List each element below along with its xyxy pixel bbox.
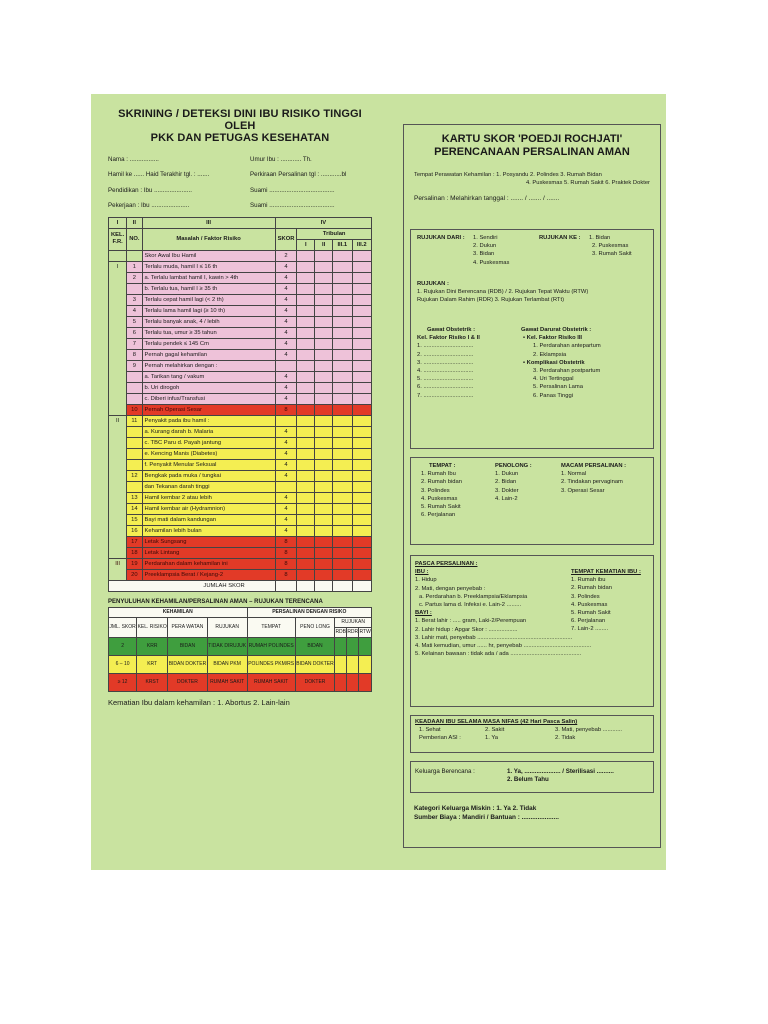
tribulan-cell[interactable]: [333, 426, 352, 437]
risk-no: 14: [127, 503, 142, 514]
tribulan-cell[interactable]: [297, 305, 315, 316]
risk-row: [109, 569, 372, 580]
tribulan-cell[interactable]: [352, 294, 372, 305]
risk-score: 8: [275, 536, 297, 547]
tribulan-cell[interactable]: [352, 525, 372, 536]
risk-factor: Letak Sungsang: [142, 536, 275, 547]
tribulan-cell[interactable]: [315, 371, 333, 382]
risk-no: [127, 283, 142, 294]
postnatal-box: KEADAAN IBU SELAMA MASA NIFAS (42 Hari Pasca Salin) 1. Sehat 2. Sakit 3. Mati, penyebab ............ Pemberian ASI : 1. Ya 2. Tidak: [410, 715, 654, 753]
tribulan-cell[interactable]: [333, 437, 352, 448]
delivery-place: TEMPAT : 1. Rumah Ibu 2. Rumah bidan 3. Polindes 4. Puskesmas 5. Rumah Sakit 6. Perjalanan: [421, 463, 462, 519]
tribulan-cell[interactable]: [352, 371, 372, 382]
care-place-line: Tempat Perawatan Kehamilan : 1. Posyandu 2. Polindes 3. Rumah Bidan: [414, 172, 602, 178]
tribulan-cell[interactable]: [315, 437, 333, 448]
risk-row: [109, 415, 372, 426]
birth-attendant: PENOLONG : 1. Dukun 2. Bidan 3. Dokter 4. Lain-2: [495, 463, 532, 502]
tribulan-cell[interactable]: [333, 481, 352, 492]
risk-factor: b. Terlalu tua, hamil I ≥ 35 th: [142, 283, 275, 294]
risk-row: [109, 382, 372, 393]
tribulan-cell[interactable]: [315, 569, 333, 580]
tribulan-cell[interactable]: [297, 294, 315, 305]
risk-no: [127, 382, 142, 393]
screening-side: [108, 108, 372, 707]
tribulan-cell[interactable]: [297, 404, 315, 415]
tribulan-cell[interactable]: [352, 316, 372, 327]
tribulan-cell[interactable]: [315, 547, 333, 558]
tribulan-cell[interactable]: [333, 547, 352, 558]
delivery-type: MACAM PERSALINAN : 1. Normal 2. Tindakan pervaginam 3. Operasi Sesar: [561, 463, 627, 494]
tribulan-cell[interactable]: [333, 349, 352, 360]
tribulan-cell[interactable]: [333, 558, 352, 569]
tribulan-cell[interactable]: [297, 459, 315, 470]
risk-factor: Pernah Operasi Sesar: [142, 404, 275, 415]
risk-no: 9: [127, 360, 142, 371]
tribulan-cell[interactable]: [352, 338, 372, 349]
risk-row: [109, 558, 372, 569]
age-field[interactable]: Umur Ibu : ............ Th.: [250, 156, 312, 163]
risk-row: [109, 283, 372, 294]
tribulan-cell[interactable]: [297, 393, 315, 404]
planning-side: [403, 124, 661, 848]
tribulan-cell[interactable]: [333, 283, 352, 294]
risk-score: 4: [275, 426, 297, 437]
tribulan-cell[interactable]: [315, 382, 333, 393]
tribulan-cell[interactable]: [315, 503, 333, 514]
risk-score: 8: [275, 547, 297, 558]
risk-no: 3: [127, 294, 142, 305]
risk-factor: Perdarahan dalam kehamilan ini: [142, 558, 275, 569]
risk-factor: Hamil kembar 2 atau lebih: [142, 492, 275, 503]
risk-factor: Terlalu cepat hamil lagi (< 2 th): [142, 294, 275, 305]
family-planning-box: Keluarga Berencana : 1. Ya, ..................... / Sterilisasi .......... 2. Belum Tahu: [410, 761, 654, 793]
rujukan-ke-list: 1. Bidan 2. Puskesmas 3. Rumah Sakit: [589, 235, 632, 258]
tribulan-cell[interactable]: [352, 283, 372, 294]
risk-no: 19: [127, 558, 142, 569]
risk-score: 4: [275, 393, 297, 404]
education-field[interactable]: Pendidikan : Ibu ......................: [108, 186, 192, 194]
risk-score: [275, 415, 297, 426]
risk-no: 20: [127, 569, 142, 580]
tribulan-cell[interactable]: [315, 448, 333, 459]
tribulan-cell[interactable]: [315, 327, 333, 338]
husband-occupation-field[interactable]: Suami ......................................: [250, 202, 335, 210]
risk-no: [127, 448, 142, 459]
risk-score: 4: [275, 283, 297, 294]
risk-no: 18: [127, 547, 142, 558]
tribulan-cell[interactable]: [333, 272, 352, 283]
risk-no: 4: [127, 305, 142, 316]
gawat-obstetrik: Gawat Obstetrik : Kel. Faktor Risiko I & II 1. ............................... 2. ............................... 3. ............................... 4. ............................... 5. ............................... 6. ............................... 7. ...............................: [417, 327, 480, 399]
risk-group-label: I: [109, 261, 127, 415]
tribulan-cell[interactable]: [315, 360, 333, 371]
risk-row: [109, 536, 372, 547]
tribulan-cell[interactable]: [297, 547, 315, 558]
tribulan-cell[interactable]: [333, 338, 352, 349]
risk-factor: Terlalu muda, hamil I ≤ 16 th: [142, 261, 275, 272]
risk-score: 4: [275, 525, 297, 536]
tribulan-cell[interactable]: [297, 338, 315, 349]
tribulan-cell[interactable]: [297, 272, 315, 283]
tribulan-cell[interactable]: [352, 514, 372, 525]
tribulan-cell[interactable]: [352, 404, 372, 415]
tribulan-cell[interactable]: [333, 305, 352, 316]
tribulan-cell[interactable]: [297, 470, 315, 481]
tribulan-cell[interactable]: [297, 371, 315, 382]
risk-row: [109, 371, 372, 382]
tribulan-cell[interactable]: [315, 426, 333, 437]
tribulan-cell[interactable]: [352, 558, 372, 569]
risk-row: [109, 316, 372, 327]
risk-row: [109, 459, 372, 470]
tribulan-cell[interactable]: [315, 536, 333, 547]
tribulan-cell[interactable]: [297, 349, 315, 360]
tribulan-cell[interactable]: [315, 404, 333, 415]
tribulan-cell[interactable]: [315, 349, 333, 360]
risk-factor-table: I II III IV KEL. F.R. NO. Masalah / Faktor Risiko SKOR Tribulan I II III.1 III.2 Skor Awal Ibu Hamil 2 I 1 Terlalu muda, hamil I ≤ 16 th 4 2 a. Terlalu lambat hamil I, kawin > 4th 4 b. Terlalu tua, hamil I ≥ 35 th 4 3 Terlalu cepat hamil lagi (< 2 th) 4 4 Terlalu lama hamil lagi (≥ 10 th) 4 5 Terlalu banyak anak, 4 / lebih 4 6 Terlalu tua, umur ≥ 35 tahun 4 7 Terlalu pendek ≤ 145 Cm 4 8 Pernah gagal kehamilan 4 9 Pernah melahirkan dengan : a. Tarikan tang / vakum 4 b. Uri dirogoh 4 c. Diberi infus/Transfusi 4 10 Pernah Operasi Sesar 8 II 11 Penyakit pada ibu hamil : a. Kurang darah b. Malaria 4 c. TBC Paru d. Payah jantung 4 e. Kencing Manis (Diabetes) 4 f. Penyakit Menular Seksual 4 12 Bengkak pada muka / tungkai 4 dan Tekanan darah tinggi 13 Hamil kembar 2 atau lebih 4 14 Hamil kembar air (Hydramnion) 4 15 Bayi mati dalam kandungan 4 16 Kehamilan lebih bulan 4 17 Letak Sungsang 8 18 Letak Lintang 8 III 19 Perdarahan dalam kehamilan ini 8 20 Preeklampsia Berat / Kejang-2 8 JUMLAH SKOR: [108, 217, 372, 592]
risk-score: 8: [275, 404, 297, 415]
tribulan-cell[interactable]: [333, 327, 352, 338]
tribulan-cell[interactable]: [352, 470, 372, 481]
risk-score: 4: [275, 294, 297, 305]
tribulan-cell[interactable]: [333, 569, 352, 580]
risk-score: 4: [275, 338, 297, 349]
tribulan-cell[interactable]: [297, 382, 315, 393]
risk-no: [127, 393, 142, 404]
risk-score: 4: [275, 459, 297, 470]
risk-no: 17: [127, 536, 142, 547]
care-place-line-2: 4. Puskesmas 5. Rumah Sakit 6. Praktek Dokter: [525, 180, 650, 186]
risk-score: 4: [275, 492, 297, 503]
risk-score: 4: [275, 503, 297, 514]
risk-score: 4: [275, 448, 297, 459]
tribulan-cell[interactable]: [352, 459, 372, 470]
tribulan-cell[interactable]: [333, 294, 352, 305]
risk-row: [109, 514, 372, 525]
tribulan-cell[interactable]: [333, 360, 352, 371]
tribulan-cell[interactable]: [315, 272, 333, 283]
tribulan-cell[interactable]: [333, 503, 352, 514]
tribulan-cell[interactable]: [352, 305, 372, 316]
risk-group-label: II: [109, 415, 127, 558]
gawat-darurat: Gawat Darurat Obstetrik : • Kel. Faktor Risiko III 1. Perdarahan antepartum 2. Eklampsia • Komplikasi Obstetrik 3. Perdarahan postpartum 4. Uri Tertinggal 5. Persalinan Lama 6. Panas Tinggi: [521, 327, 601, 399]
tribulan-cell[interactable]: [333, 371, 352, 382]
tribulan-cell[interactable]: [352, 437, 372, 448]
risk-row: [109, 349, 372, 360]
risk-score: [275, 481, 297, 492]
risk-no: [127, 426, 142, 437]
tribulan-cell[interactable]: [297, 360, 315, 371]
risk-factor: e. Kencing Manis (Diabetes): [142, 448, 275, 459]
tribulan-cell[interactable]: [315, 393, 333, 404]
tribulan-cell[interactable]: [315, 558, 333, 569]
tribulan-cell[interactable]: [297, 448, 315, 459]
tribulan-cell[interactable]: [352, 492, 372, 503]
risk-score: 4: [275, 327, 297, 338]
risk-row: [109, 525, 372, 536]
tribulan-cell[interactable]: [297, 327, 315, 338]
risk-factor: c. Diberi infus/Transfusi: [142, 393, 275, 404]
risk-score: 4: [275, 437, 297, 448]
risk-no: [127, 437, 142, 448]
pregnancy-field[interactable]: Hamil ke ...... Haid Terakhir tgl. : .......: [108, 171, 210, 179]
tribulan-cell[interactable]: [333, 382, 352, 393]
tribulan-cell[interactable]: [315, 415, 333, 426]
tribulan-cell[interactable]: [352, 393, 372, 404]
tribulan-cell[interactable]: [297, 415, 315, 426]
risk-no: 2: [127, 272, 142, 283]
tribulan-cell[interactable]: [352, 327, 372, 338]
risk-row: [109, 426, 372, 437]
postpartum-box: [410, 555, 654, 707]
risk-factor: a. Kurang darah b. Malaria: [142, 426, 275, 437]
tribulan-cell[interactable]: [352, 569, 372, 580]
risk-no: 15: [127, 514, 142, 525]
death-place: TEMPAT KEMATIAN IBU : 1. Rumah ibu 2. Rumah bidan 3. Polindes 4. Puskesmas 5. Rumah Sakit 6. Perjalanan 7. Lain-2 ........: [571, 569, 641, 633]
tribulan-cell[interactable]: [315, 492, 333, 503]
rujukan-box: RUJUKAN DARI : 1. Sendiri 2. Dukun 3. Bidan 4. Puskesmas RUJUKAN KE : 1. Bidan 2. Puskesmas 3. Rumah Sakit RUJUKAN : 1. Rujukan Dini Berencana (RDB) / 2. Rujukan Tepat Waktu (RTW) Rujukan Dalam Rahim (RDR) 3. Rujukan Terlambat (RTt) Gawat Obstetrik : Kel. Faktor Risiko I & II 1. ............................... 2. ............................... 3. ............................... 4. ............................... 5. ............................... 6. ............................... 7. ............................... Gawat Darurat Obstetrik : • Kel. Faktor Risiko III 1. Perdarahan antepartum 2. Eklampsia • Komplikasi Obstetrik 3. Perdarahan postpartum 4. Uri Tertinggal 5. Persalinan Lama 6. Panas Tinggi: [410, 229, 654, 449]
risk-no: [127, 371, 142, 382]
tribulan-cell[interactable]: [315, 294, 333, 305]
maternal-death-line: Kematian Ibu dalam kehamilan : 1. Abortus 2. Lain-lain: [108, 697, 290, 707]
tribulan-cell[interactable]: [315, 305, 333, 316]
risk-factor: Terlalu lama hamil lagi (≥ 10 th): [142, 305, 275, 316]
tribulan-cell[interactable]: [333, 459, 352, 470]
tribulan-cell[interactable]: [297, 558, 315, 569]
risk-row: [109, 492, 372, 503]
risk-score: 4: [275, 305, 297, 316]
delivery-box: [410, 457, 654, 545]
risk-factor: Terlalu pendek ≤ 145 Cm: [142, 338, 275, 349]
poor-family-line: Kategori Keluarga Miskin : 1. Ya 2. Tidak: [414, 805, 537, 812]
risk-row: [109, 294, 372, 305]
tribulan-cell[interactable]: [297, 536, 315, 547]
risk-factor: Pernah gagal kehamilan: [142, 349, 275, 360]
tribulan-cell[interactable]: [297, 261, 315, 272]
tribulan-cell[interactable]: [297, 426, 315, 437]
risk-no: 7: [127, 338, 142, 349]
tribulan-cell[interactable]: [352, 272, 372, 283]
risk-no: 8: [127, 349, 142, 360]
screening-title: SKRINING / DETEKSI DINI IBU RISIKO TINGGI OLEH PKK DAN PETUGAS KESEHATAN: [118, 108, 362, 144]
risk-row: [109, 481, 372, 492]
rujukan-dari-list: 1. Sendiri 2. Dukun 3. Bidan 4. Puskesmas: [473, 235, 510, 266]
risk-factor: Hamil kembar air (Hydramnion): [142, 503, 275, 514]
risk-no: 12: [127, 470, 142, 481]
tribulan-cell[interactable]: [333, 536, 352, 547]
risk-row: [109, 437, 372, 448]
risk-factor: Kehamilan lebih bulan: [142, 525, 275, 536]
risk-no: 11: [127, 415, 142, 426]
risk-row: [109, 338, 372, 349]
risk-no: 1: [127, 261, 142, 272]
planning-title: KARTU SKOR 'POEDJI ROCHJATI' PERENCANAAN PERSALINAN AMAN: [434, 133, 630, 158]
risk-factor: Terlalu banyak anak, 4 / lebih: [142, 316, 275, 327]
postpartum-mother: PASCA PERSALINAN : IBU : 1. Hidup 2. Mati, dengan penyebab : a. Perdarahan b. Preeklampsia/Eklampsia c. Partus lama d. Infeksi e. Lain-2 ......... BAYI : 1. Berat lahir : ..... gram, Laki-2/Perempuan 2. Lahir hidup : Apgar Skor : .................. 3. Lahir mati, penyebab ........................................................... 4. Mati kemudian, umur ...... hr, penyebab .......................................... 5. Kelainan bawaan : tidak ada / ada ............................................: [415, 561, 592, 658]
tribulan-cell[interactable]: [297, 569, 315, 580]
risk-factor: Pernah melahirkan dengan :: [142, 360, 275, 371]
tribulan-cell[interactable]: [315, 283, 333, 294]
risk-score: 4: [275, 349, 297, 360]
tribulan-cell[interactable]: [352, 426, 372, 437]
tribulan-cell[interactable]: [333, 415, 352, 426]
risk-row: [109, 503, 372, 514]
risk-row: [109, 327, 372, 338]
risk-factor: Bengkak pada muka / tungkai: [142, 470, 275, 481]
risk-no: 10: [127, 404, 142, 415]
risk-score: 4: [275, 261, 297, 272]
tribulan-cell[interactable]: [352, 536, 372, 547]
tribulan-cell[interactable]: [297, 514, 315, 525]
tribulan-cell[interactable]: [315, 316, 333, 327]
risk-factor: b. Uri dirogoh: [142, 382, 275, 393]
risk-factor: Penyakit pada ibu hamil :: [142, 415, 275, 426]
risk-score: 4: [275, 272, 297, 283]
name-field[interactable]: Nama : .................: [108, 156, 159, 163]
risk-no: 5: [127, 316, 142, 327]
rujukan-type: RUJUKAN : 1. Rujukan Dini Berencana (RDB) / 2. Rujukan Tepat Waktu (RTW) Rujukan Dalam Rahim (RDR) 3. Rujukan Terlambat (RTt): [417, 281, 589, 304]
tribulan-cell[interactable]: [333, 316, 352, 327]
risk-row: [109, 272, 372, 283]
risk-score: 4: [275, 316, 297, 327]
risk-row: [109, 360, 372, 371]
tribulan-cell[interactable]: [352, 481, 372, 492]
tribulan-cell[interactable]: [352, 349, 372, 360]
risk-row: [109, 547, 372, 558]
risk-row: [109, 470, 372, 481]
risk-row: [109, 448, 372, 459]
delivery-date-line[interactable]: Persalinan : Melahirkan tanggal : ....... / ....... / .......: [414, 195, 560, 202]
tribulan-cell[interactable]: [333, 261, 352, 272]
risk-factor: f. Penyakit Menular Seksual: [142, 459, 275, 470]
risk-factor: dan Tekanan darah tinggi: [142, 481, 275, 492]
risk-factor: Letak Lintang: [142, 547, 275, 558]
tribulan-cell[interactable]: [297, 481, 315, 492]
tribulan-cell[interactable]: [297, 283, 315, 294]
risk-no: 16: [127, 525, 142, 536]
risk-row: [109, 261, 372, 272]
risk-row: [109, 393, 372, 404]
husband-education-field[interactable]: Suami ......................................: [250, 186, 335, 194]
tribulan-cell[interactable]: [352, 360, 372, 371]
tribulan-cell[interactable]: [315, 338, 333, 349]
risk-row: [109, 404, 372, 415]
referral-table: KEHAMILAN PERSALINAN DENGAN RISIKO JML. SKOR KEL. RISIKO PERA WATAN RUJUKAN TEMPAT PENO LONG RUJUKAN RDB RDR RTW 2 KRR BIDAN TIDAK DIRUJUK RUMAH POLINDES BIDAN 6 – 10 KRT BIDAN DOKTER BIDAN PKM POLINDES PKM/RS BIDAN DOKTER ≥ 12 KRST DOKTER RUMAH SAKIT RUMAH SAKIT DOKTER: [108, 607, 372, 692]
tribulan-cell[interactable]: [297, 525, 315, 536]
due-date-field[interactable]: Perkiraan Persalinan tgl : ............bl: [250, 171, 347, 179]
tribulan-cell[interactable]: [315, 525, 333, 536]
tribulan-cell[interactable]: [315, 481, 333, 492]
tribulan-cell[interactable]: [333, 492, 352, 503]
risk-score: 4: [275, 470, 297, 481]
tribulan-cell[interactable]: [352, 448, 372, 459]
tribulan-cell[interactable]: [315, 514, 333, 525]
tribulan-cell[interactable]: [297, 437, 315, 448]
risk-no: 13: [127, 492, 142, 503]
risk-no: 6: [127, 327, 142, 338]
risk-score: [275, 360, 297, 371]
risk-score: 8: [275, 569, 297, 580]
tribulan-cell[interactable]: [333, 448, 352, 459]
tribulan-cell[interactable]: [315, 261, 333, 272]
risk-no: [127, 459, 142, 470]
risk-score: 4: [275, 371, 297, 382]
tribulan-cell[interactable]: [352, 503, 372, 514]
risk-factor: Terlalu tua, umur ≥ 35 tahun: [142, 327, 275, 338]
tribulan-cell[interactable]: [315, 459, 333, 470]
tribulan-cell[interactable]: [297, 316, 315, 327]
tribulan-cell[interactable]: [333, 514, 352, 525]
tribulan-cell[interactable]: [333, 525, 352, 536]
risk-score: 4: [275, 514, 297, 525]
skor-card: [91, 94, 666, 870]
funding-source-line: Sumber Biaya : Mandiri / Bantuan : .....................: [414, 814, 559, 821]
occupation-field[interactable]: Pekerjaan : Ibu ......................: [108, 202, 190, 210]
risk-factor: Preeklampsia Berat / Kejang-2: [142, 569, 275, 580]
penyuluhan-title: PENYULUHAN KEHAMILAN/PERSALINAN AMAN – RUJUKAN TERENCANA: [108, 598, 323, 605]
tribulan-cell[interactable]: [333, 404, 352, 415]
tribulan-cell[interactable]: [352, 415, 372, 426]
risk-row: [109, 305, 372, 316]
identity-fields: [108, 152, 372, 214]
tribulan-cell[interactable]: [352, 547, 372, 558]
risk-factor: a. Terlalu lambat hamil I, kawin > 4th: [142, 272, 275, 283]
tribulan-cell[interactable]: [297, 503, 315, 514]
risk-factor: c. TBC Paru d. Payah jantung: [142, 437, 275, 448]
risk-no: [127, 481, 142, 492]
risk-group-label: III: [109, 558, 127, 580]
tribulan-cell[interactable]: [315, 470, 333, 481]
risk-factor: Bayi mati dalam kandungan: [142, 514, 275, 525]
tribulan-cell[interactable]: [352, 261, 372, 272]
risk-factor: a. Tarikan tang / vakum: [142, 371, 275, 382]
risk-score: 4: [275, 382, 297, 393]
tribulan-cell[interactable]: [333, 393, 352, 404]
tribulan-cell[interactable]: [333, 470, 352, 481]
tribulan-cell[interactable]: [297, 492, 315, 503]
tribulan-cell[interactable]: [352, 382, 372, 393]
risk-score: 8: [275, 558, 297, 569]
